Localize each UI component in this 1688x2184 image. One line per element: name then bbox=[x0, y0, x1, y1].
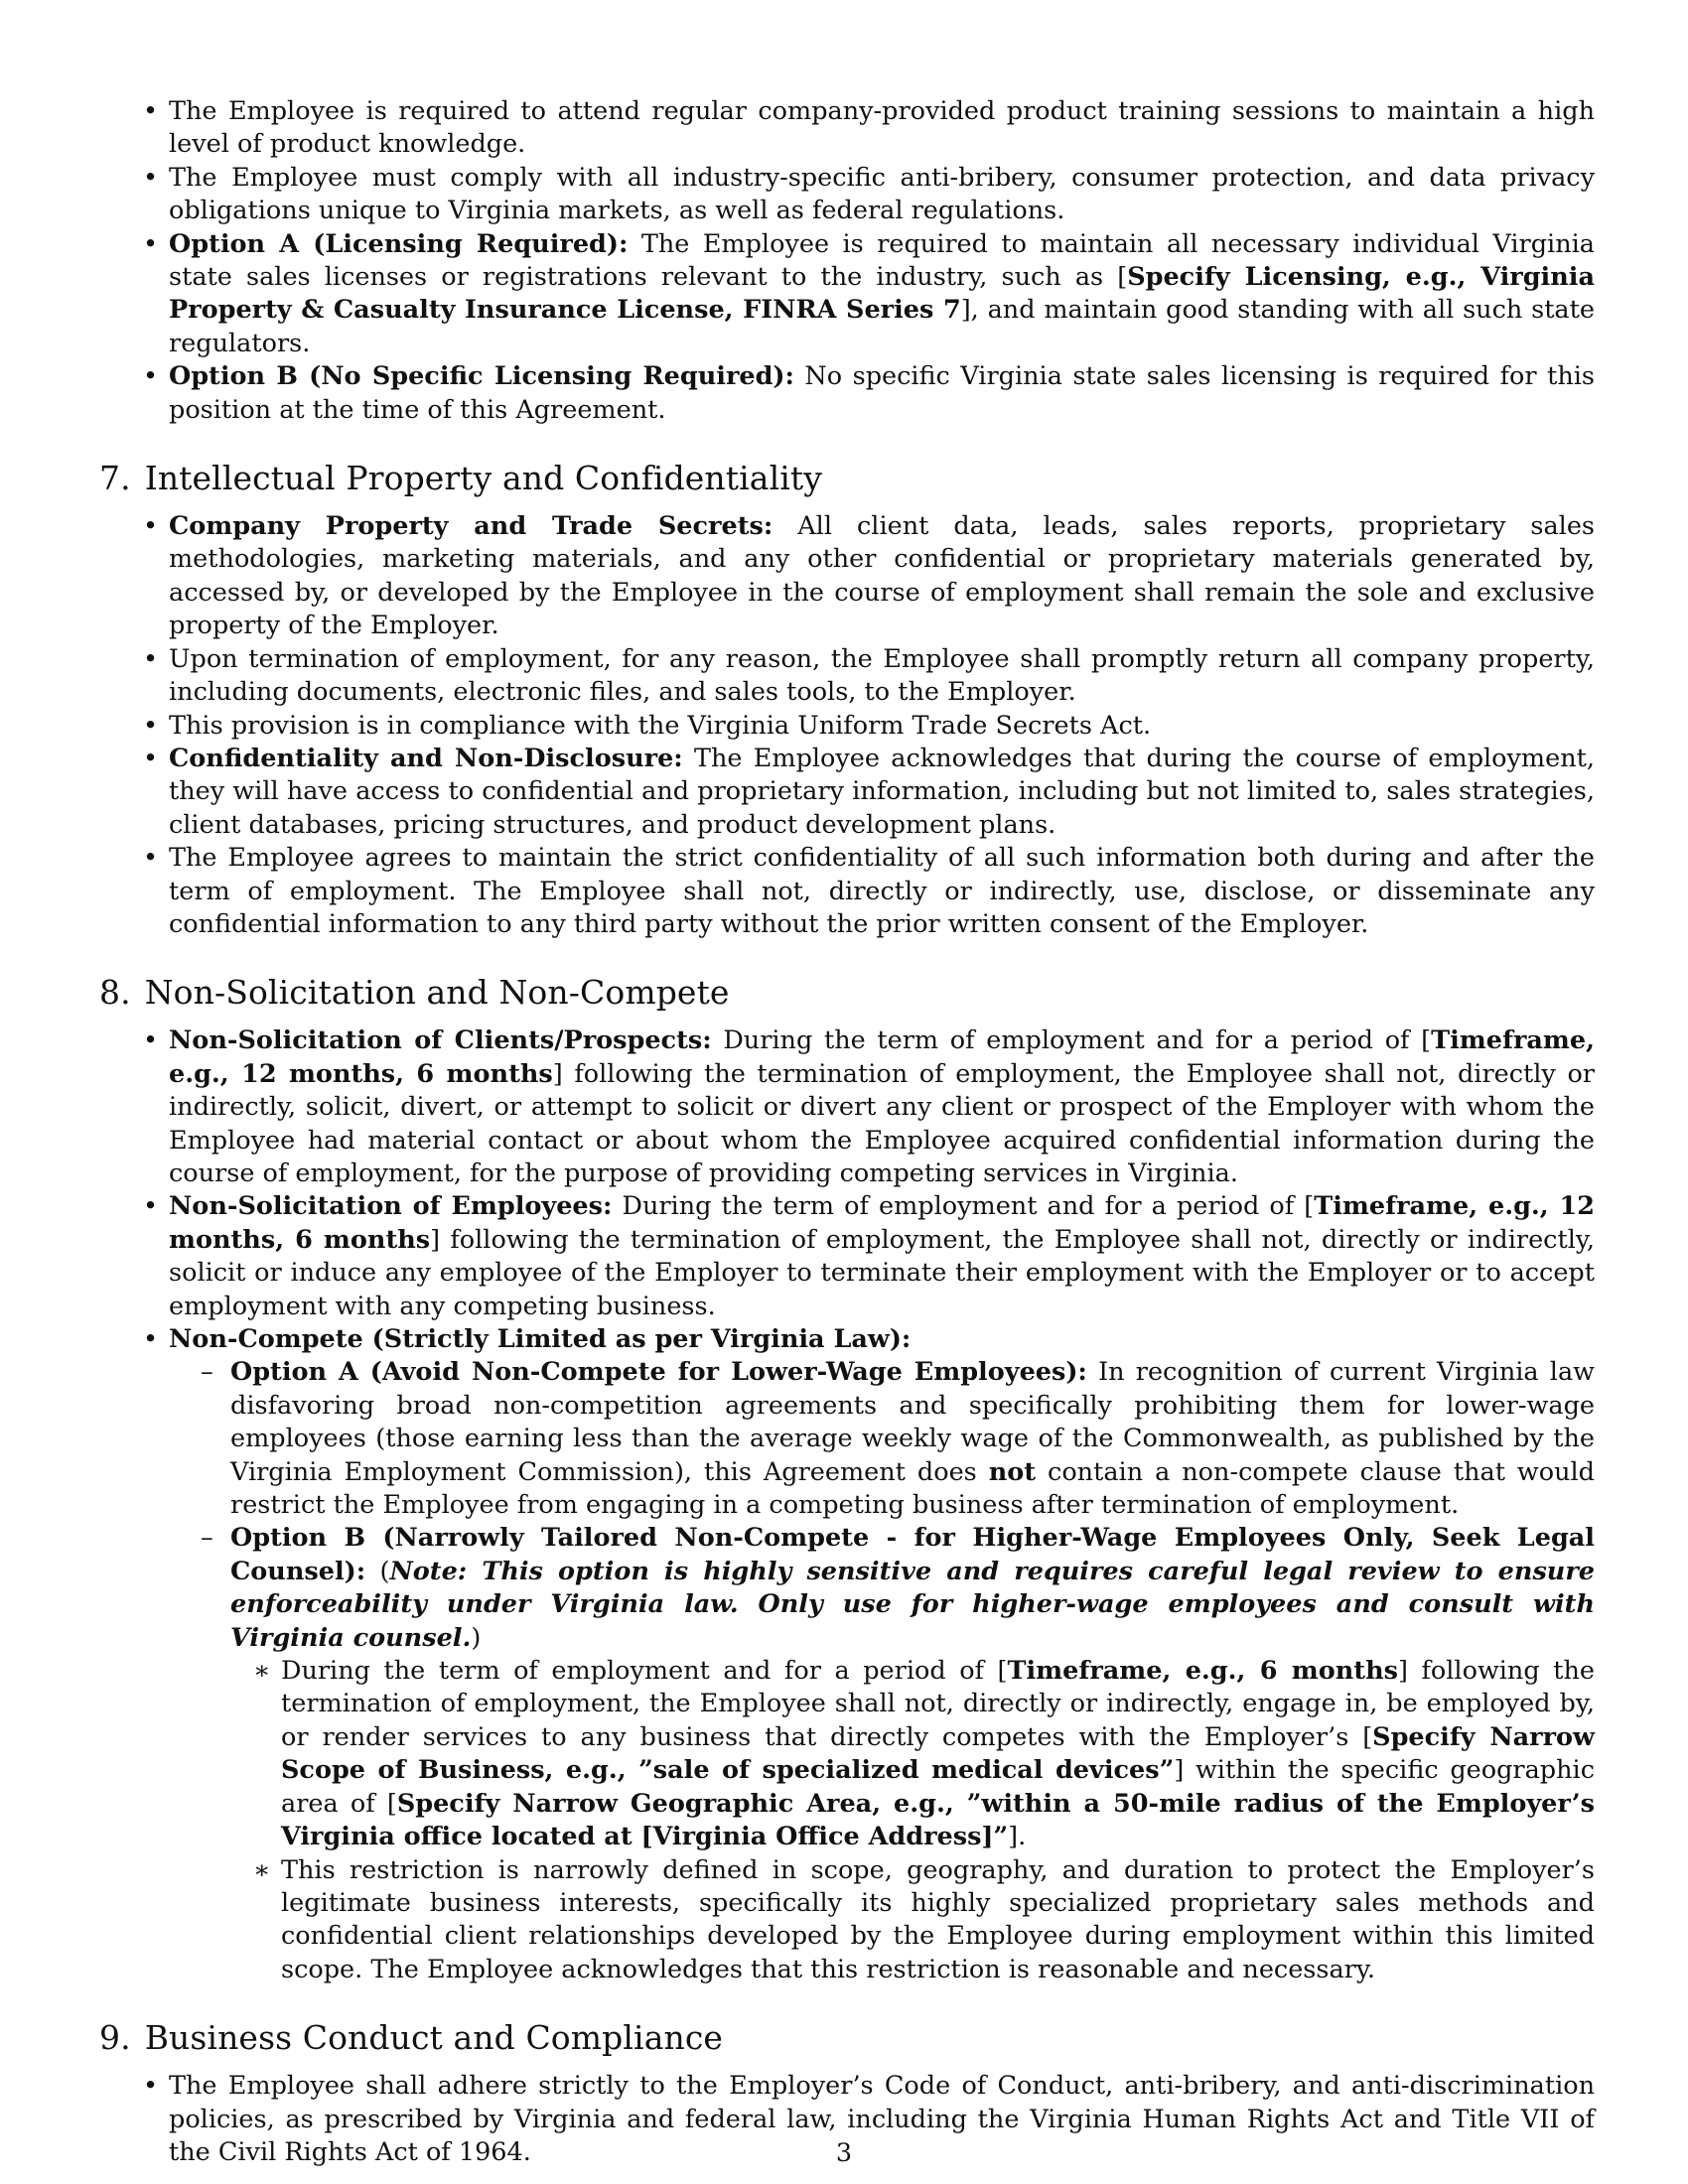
list-item: • This provision is in compliance with the Virginia Uniform Trade Secrets Act. bbox=[169, 710, 1595, 743]
list-item: • Company Property and Trade Secrets: All client data, leads, sales reports, proprietary sales methodologies, marketing materials, and any other confidential or proprietary materials generated by, accessed by, or developed by the Employee in the course of employment shall remain the sole and exclusive property of the Employer. bbox=[169, 510, 1595, 643]
section-7 bbox=[99, 457, 1595, 500]
non-compete-options bbox=[230, 1356, 1595, 1986]
list-item: • Non-Compete (Strictly Limited as per Virginia Law): – Option A (Avoid Non-Compete for Lower-Wage Employees): In recognition of current Virginia law disfavoring broad non-competition agreements and specifically prohibiting them for lower-wage employees (those earning less than the average weekly wage of the Commonwealth, as published by the Virginia Employment Commission), this Agreement does not contain a non-compete clause that would restrict the Employee from engaging in a competing business after termination of employment. – Option B (Narrowly Tailored Non-Compete - for Higher-Wage Employees Only, Seek Legal Counsel): (Note: This option is highly sensitive and requires careful legal review to ensure enforceability under Virginia law. Only use for higher-wage employees and consult with Virginia counsel.) ∗ During the term of employment and for a period of [Timeframe, e.g., 6 months] following the termination of employment, the Employee shall not, directly or indirectly, engage in, be employed by, or render services to any business that directly competes with the Employer’s [Specify Narrow Scope of Business, e.g., ”sale of specialized medical devices”] within the specific geographic area of [Specify Narrow Geographic Area, e.g., ”within a 50-mile radius of the Employer’s Virginia office located at [Virginia Office Address]”]. ∗ This restriction is narrowly defined in scope, geography, and duration to protect the Employer’s legitimate business interests, specifically its highly specialized proprietary sales methods and confidential client relationships developed by the Employee during employment within this limited scope. The Employee acknowledges that this restriction is reasonable and necessary. bbox=[169, 1323, 1595, 1986]
list-item: • The Employee shall adhere strictly to the Employer’s Code of Conduct, anti-bribery, and anti-discrimination policies, as prescribed by Virginia and federal law, including the Virginia Human Rights Act and Title VII of the Civil Rights Act of 1964. bbox=[169, 2070, 1595, 2169]
list-item: • Non-Solicitation of Employees: During the term of employment and for a period of [Timeframe, e.g., 12 months, 6 months] following the termination of employment, the Employee shall not, directly or indirectly, solicit or induce any employee of the Employer to terminate their employment with the Employer or to accept employment with any competing business. bbox=[169, 1190, 1595, 1323]
section-9 bbox=[99, 2016, 1595, 2060]
option-b-item: – Option B (Narrowly Tailored Non-Compete - for Higher-Wage Employees Only, Seek Legal Counsel): (Note: This option is highly sensitive and requires careful legal review to ensure enforceability under Virginia law. Only use for higher-wage employees and consult with Virginia counsel.) ∗ During the term of employment and for a period of [Timeframe, e.g., 6 months] following the termination of employment, the Employee shall not, directly or indirectly, engage in, be employed by, or render services to any business that directly competes with the Employer’s [Specify Narrow Scope of Business, e.g., ”sale of specialized medical devices”] within the specific geographic area of [Specify Narrow Geographic Area, e.g., ”within a 50-mile radius of the Employer’s Virginia office located at [Virginia Office Address]”]. ∗ This restriction is narrowly defined in scope, geography, and duration to protect the Employer’s legitimate business interests, specifically its highly specialized proprietary sales methods and confidential client relationships developed by the Employee during employment within this limited scope. The Employee acknowledges that this restriction is reasonable and necessary. bbox=[230, 1522, 1595, 1986]
section-6-list bbox=[169, 95, 1595, 427]
list-item: • The Employee is required to attend regular company-provided product training sessions to maintain a high level of product knowledge. bbox=[169, 95, 1595, 162]
list-item: • Option A (Licensing Required): The Employee is required to maintain all necessary individual Virginia state sales licenses or registrations relevant to the industry, such as [Specify Licensing, e.g., Virginia Property & Casualty Insurance License, FINRA Series 7], and maintain good standing with all such state regulators. bbox=[169, 228, 1595, 361]
section-8 bbox=[99, 971, 1595, 1015]
section-8-list bbox=[169, 1024, 1595, 1986]
document-page bbox=[99, 95, 1596, 2169]
list-item: • Non-Solicitation of Clients/Prospects: During the term of employment and for a period of [Timeframe, e.g., 12 months, 6 months] following the termination of employment, the Employee shall not, directly or indirectly, solicit, divert, or attempt to solicit or divert any client or prospect of the Employer with whom the Employee had material contact or about whom the Employee acquired confidential information during the course of employment, for the purpose of providing competing services in Virginia. bbox=[169, 1024, 1595, 1190]
page-number: 3 bbox=[835, 2138, 853, 2168]
list-item: ∗ This restriction is narrowly defined in scope, geography, and duration to protect the Employer’s legitimate business interests, specifically its highly specialized proprietary sales methods and confidential client relationships developed by the Employee during employment within this limited scope. The Employee acknowledges that this restriction is reasonable and necessary. bbox=[281, 1854, 1595, 1987]
list-item: • Upon termination of employment, for any reason, the Employee shall promptly return all company property, including documents, electronic files, and sales tools, to the Employer. bbox=[169, 643, 1595, 710]
list-item: • Confidentiality and Non-Disclosure: The Employee acknowledges that during the course of employment, they will have access to confidential and proprietary information, including but not limited to, sales strategies, client databases, pricing structures, and product development plans. bbox=[169, 743, 1595, 842]
option-b-details bbox=[281, 1655, 1595, 1986]
section-heading: 8. Non-Solicitation and Non-Compete bbox=[99, 973, 730, 1013]
list-item: • The Employee agrees to maintain the strict confidentiality of all such information both during and after the term of employment. The Employee shall not, directly or indirectly, use, disclose, or disseminate any confidential information to any third party without the prior written consent of the Employer. bbox=[169, 842, 1595, 941]
section-heading: 7. Intellectual Property and Confidentiality bbox=[99, 459, 822, 498]
list-item: • The Employee must comply with all industry-specific anti-bribery, consumer protection, and data privacy obligations unique to Virginia markets, as well as federal regulations. bbox=[169, 162, 1595, 228]
section-7-list bbox=[169, 510, 1595, 941]
list-item: • Option B (No Specific Licensing Required): No specific Virginia state sales licensing is required for this position at the time of this Agreement. bbox=[169, 360, 1595, 427]
option-a-item: – Option A (Avoid Non-Compete for Lower-Wage Employees): In recognition of current Virginia law disfavoring broad non-competition agreements and specifically prohibiting them for lower-wage employees (those earning less than the average weekly wage of the Commonwealth, as published by the Virginia Employment Commission), this Agreement does not contain a non-compete clause that would restrict the Employee from engaging in a competing business after termination of employment. bbox=[230, 1356, 1595, 1522]
section-heading: 9. Business Conduct and Compliance bbox=[99, 2018, 724, 2058]
list-item: ∗ During the term of employment and for a period of [Timeframe, e.g., 6 months] following the termination of employment, the Employee shall not, directly or indirectly, engage in, be employed by, or render services to any business that directly competes with the Employer’s [Specify Narrow Scope of Business, e.g., ”sale of specialized medical devices”] within the specific geographic area of [Specify Narrow Geographic Area, e.g., ”within a 50-mile radius of the Employer’s Virginia office located at [Virginia Office Address]”]. bbox=[281, 1655, 1595, 1853]
